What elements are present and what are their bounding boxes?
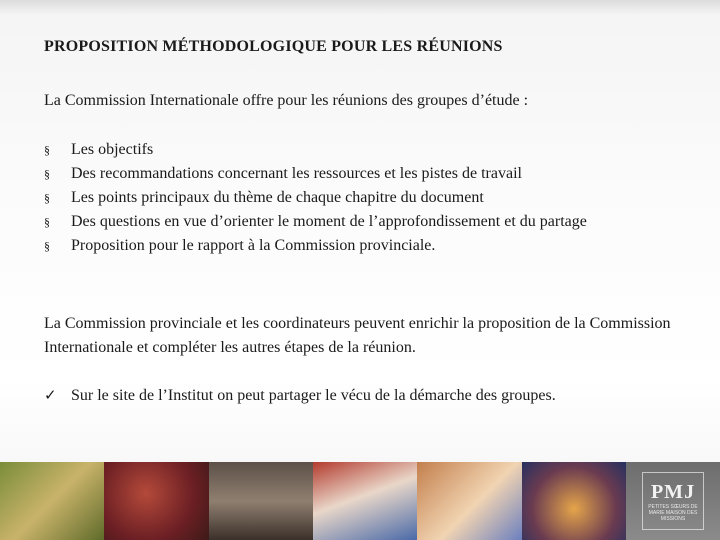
intro-text: La Commission Internationale offre pour les réunions des groupes d’étude : [44,92,529,109]
list-item [44,210,674,234]
bullet-marker-icon: § [44,215,50,229]
logo-mark: PMJ [650,480,696,503]
list-item-text: Proposition pour le rapport à la Commission provinciale. [71,237,436,254]
list-item-text: Les objectifs [71,141,154,158]
check-line-text: Sur le site de l’Institut on peut partager le vécu de la démarche des groupes. [71,387,556,404]
list-item-text: Les points principaux du thème de chaque chapitre du document [71,189,484,206]
banner-image-heart [104,462,208,540]
pmj-logo [642,472,704,530]
banner-image-face [209,462,313,540]
banner-image-tree [0,462,104,540]
checkmark-icon: ✓ [44,388,57,404]
bullet-marker-icon: § [44,167,50,181]
bullet-marker-icon: § [44,191,50,205]
list-item-text: Des recommandations concernant les ressources et les pistes de travail [71,165,522,182]
banner-logo-panel [626,462,720,540]
banner-image-hands-raised [417,462,521,540]
list-item-text: Des questions en vue d’orienter le moment de l’approfondissement et du partage [71,213,587,230]
bullet-marker-icon: § [44,143,50,157]
footer-image-banner [0,462,720,540]
list-item [44,234,674,258]
banner-image-hands [313,462,417,540]
logo-subtitle: PETITES SŒURS DE MARIE MAISON DES MISSIONS [648,503,698,522]
list-item [44,162,674,186]
slide-title: PROPOSITION MÉTHODOLOGIQUE POUR LES RÉUNIONS [44,38,503,55]
list-item [44,138,674,162]
top-band [0,0,720,14]
banner-image-lights [522,462,626,540]
check-line [44,384,556,408]
bullet-marker-icon: § [44,239,50,253]
body-paragraph: La Commission provinciale et les coordinateurs peuvent enrichir la proposition de la Commission Internationale et compléter les autres étapes de la réunion. [44,315,671,356]
bullet-list [44,138,674,258]
list-item [44,186,674,210]
